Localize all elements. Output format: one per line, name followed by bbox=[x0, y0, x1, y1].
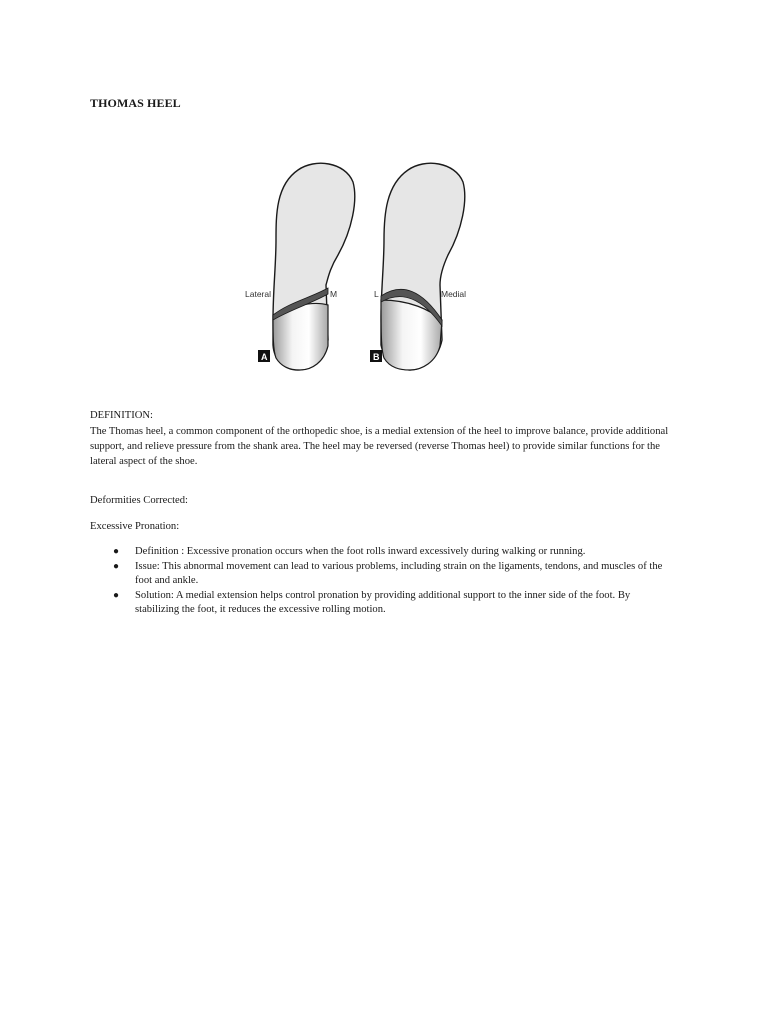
label-lateral: Lateral bbox=[245, 289, 271, 299]
thomas-heel-figure bbox=[240, 160, 480, 375]
list-item bbox=[90, 545, 675, 559]
definition-heading: DEFINITION: bbox=[90, 410, 153, 421]
bullet-icon: ● bbox=[113, 561, 120, 572]
bullet-icon: ● bbox=[113, 546, 120, 557]
bullet-text: Issue: This abnormal movement can lead to various problems, including strain on the ligaments, tendons, and muscles of the foot and ankle. bbox=[135, 561, 663, 586]
bullet-icon: ● bbox=[113, 590, 120, 601]
shoe-sole-diagram bbox=[240, 160, 480, 375]
definition-body: The Thomas heel, a common component of the orthopedic shoe, is a medial extension of the heel to improve balance, provide additional support, and relieve pressure from the shank area. The heel may be reversed (reverse Thomas heel) to provide similar functions for the lateral aspect of the shoe. bbox=[90, 426, 669, 467]
list-item bbox=[90, 589, 675, 617]
deformities-heading: Deformities Corrected: bbox=[90, 495, 188, 506]
bullet-text: Solution: A medial extension helps control pronation by providing additional support to the inner side of the foot. By stabilizing the foot, it reduces the excessive rolling motion. bbox=[135, 590, 631, 615]
bullet-text: Definition : Excessive pronation occurs when the foot rolls inward excessively during walking or running. bbox=[135, 546, 586, 557]
label-medial: Medial bbox=[441, 289, 467, 299]
sole-a bbox=[245, 163, 355, 370]
pronation-bullet-list bbox=[90, 545, 675, 618]
label-m: M bbox=[330, 289, 338, 299]
badge-a-text: A bbox=[261, 352, 268, 362]
list-item bbox=[90, 560, 675, 588]
pronation-heading: Excessive Pronation: bbox=[90, 521, 180, 532]
sole-b bbox=[370, 163, 466, 370]
document-title: THOMAS HEEL bbox=[90, 96, 181, 110]
label-l: L bbox=[374, 289, 379, 299]
badge-b-text: B bbox=[373, 352, 380, 362]
